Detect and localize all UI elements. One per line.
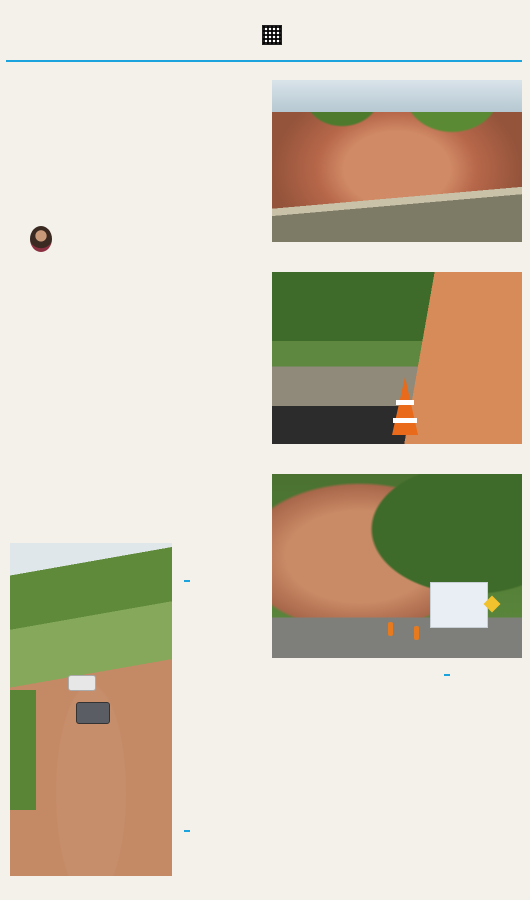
photo-worker: [388, 622, 393, 636]
body-text-column-7: [359, 672, 439, 882]
newspaper-brand: [418, 6, 424, 13]
qr-code-icon: [262, 25, 282, 45]
photo-vehicle: [76, 702, 110, 724]
body-text-column-2: [100, 228, 180, 550]
photo-vegetation: [10, 690, 36, 810]
cone-stripe: [393, 418, 417, 423]
section-label-tabela-aberta: [184, 580, 190, 582]
body-text-column-3: [184, 228, 268, 570]
photo-tent: [430, 582, 488, 628]
photo-workers-slope: [272, 474, 522, 658]
author-avatar: [30, 226, 52, 252]
traffic-cone-icon: [392, 377, 418, 435]
cone-stripe: [396, 400, 414, 405]
body-text-column-4: [184, 598, 268, 826]
photo-worker: [414, 626, 419, 640]
section-label-veja-de-perto: [184, 830, 190, 832]
section-label-rota-alternativa: [444, 674, 450, 676]
body-text-column-8: [444, 690, 524, 890]
masthead-divider: [6, 60, 522, 62]
body-text-column-1: [12, 270, 92, 548]
photo-vehicle: [68, 675, 96, 691]
body-text-column-6: [275, 672, 355, 894]
photo-rock-cliff: [272, 80, 522, 242]
body-text-column-5: [184, 846, 268, 890]
